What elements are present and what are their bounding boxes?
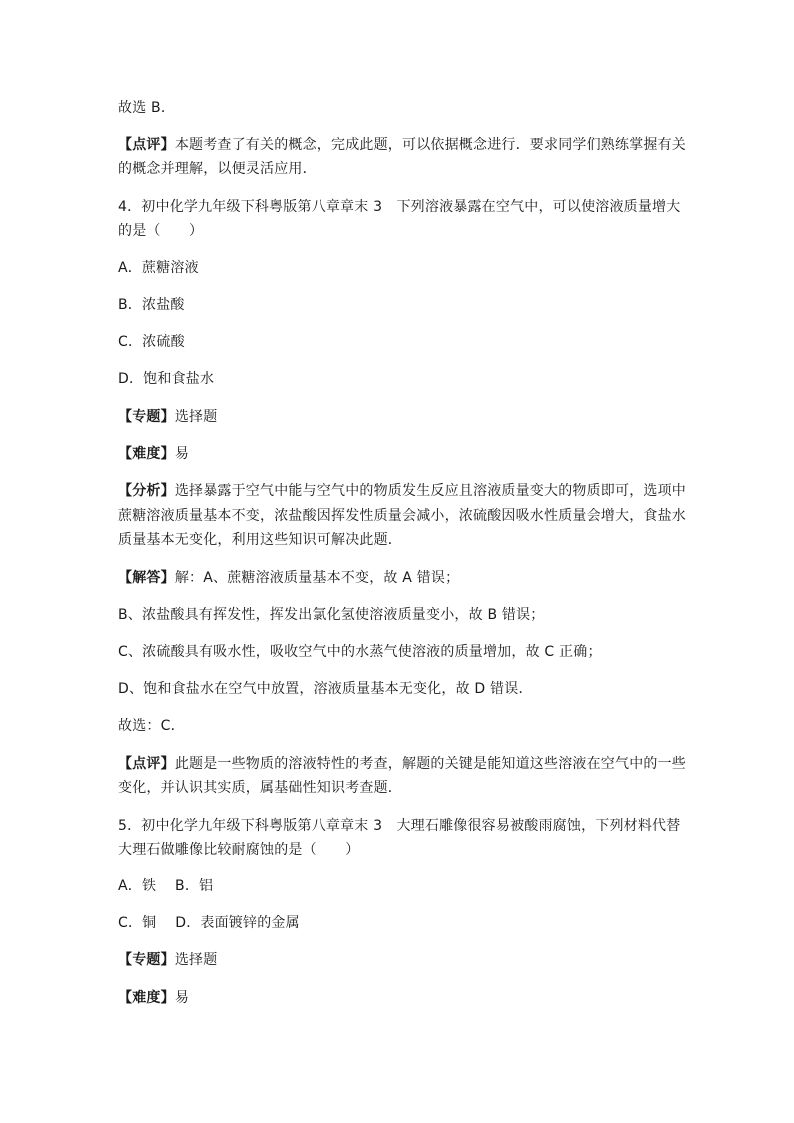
comment-line: 【点评】此题是一些物质的溶液特性的考查，解题的关键是能知道这些溶液在空气中的一些 [118, 756, 687, 772]
comment-line: 【点评】本题考查了有关的概念，完成此题，可以依据概念进行．要求同学们熟练掌握有关 [118, 137, 687, 153]
answer-line: 故选：C． [118, 718, 185, 734]
question-5-stem: 大理石做雕像比较耐腐蚀的是（ ） [118, 842, 360, 858]
solution-line: 【解答】解：A、蔗糖溶液质量基本不变，故 A 错误； [118, 570, 460, 586]
difficulty-tag: 【难度】 [118, 990, 175, 1006]
analysis-line: 【分析】选择暴露于空气中能与空气中的物质发生反应且溶液质量变大的物质即可，选项中 [118, 483, 687, 499]
analysis-line: 蔗糖溶液质量基本不变，浓盐酸因挥发性质量会减小，浓硫酸因吸水性质量会增大，食盐水 [118, 508, 686, 524]
solution-line: D、饱和食盐水在空气中放置，溶液质量基本无变化，故 D 错误． [118, 681, 533, 697]
topic-line: 【专题】选择题 [118, 952, 218, 968]
difficulty-tag: 【难度】 [118, 446, 175, 462]
comment-line: 变化，并认识其实质，属基础性知识考查题． [118, 780, 402, 796]
topic-tag: 【专题】 [118, 952, 175, 968]
option-c: C．浓硫酸 [118, 334, 185, 350]
question-4-stem: 4．初中化学九年级下科粤版第八章章末 3 下列溶液暴露在空气中，可以使溶液质量增大 [118, 199, 681, 215]
options-ab: A．铁 B．铝 [118, 878, 214, 894]
option-a: A．蔗糖溶液 [118, 260, 199, 276]
solution-line: C、浓硫酸具有吸水性，吸收空气中的水蒸气使溶液的质量增加，故 C 正确； [118, 644, 602, 660]
comment-tag: 【点评】 [118, 137, 175, 153]
comment-line: 的概念并理解，以便灵活应用． [118, 161, 317, 177]
analysis-line: 质量基本无变化，利用这些知识可解决此题． [118, 532, 402, 548]
option-b: B．浓盐酸 [118, 297, 185, 313]
difficulty-line: 【难度】易 [118, 990, 190, 1006]
solution-tag: 【解答】 [118, 570, 175, 586]
solution-line: B、浓盐酸具有挥发性，挥发出氯化氢使溶液质量变小，故 B 错误； [118, 607, 545, 623]
topic-line: 【专题】选择题 [118, 409, 218, 425]
topic-tag: 【专题】 [118, 409, 175, 425]
difficulty-line: 【难度】易 [118, 446, 190, 462]
analysis-tag: 【分析】 [118, 483, 175, 499]
option-d: D．饱和食盐水 [118, 371, 215, 387]
question-4-stem: 的是（ ） [118, 223, 204, 239]
question-5-stem: 5．初中化学九年级下科粤版第八章章末 3 大理石雕像很容易被酸雨腐蚀，下列材料代替 [118, 818, 681, 834]
options-cd: C．铜 D．表面镀锌的金属 [118, 915, 300, 931]
comment-tag: 【点评】 [118, 756, 175, 772]
answer-line: 故选 B． [118, 100, 176, 116]
